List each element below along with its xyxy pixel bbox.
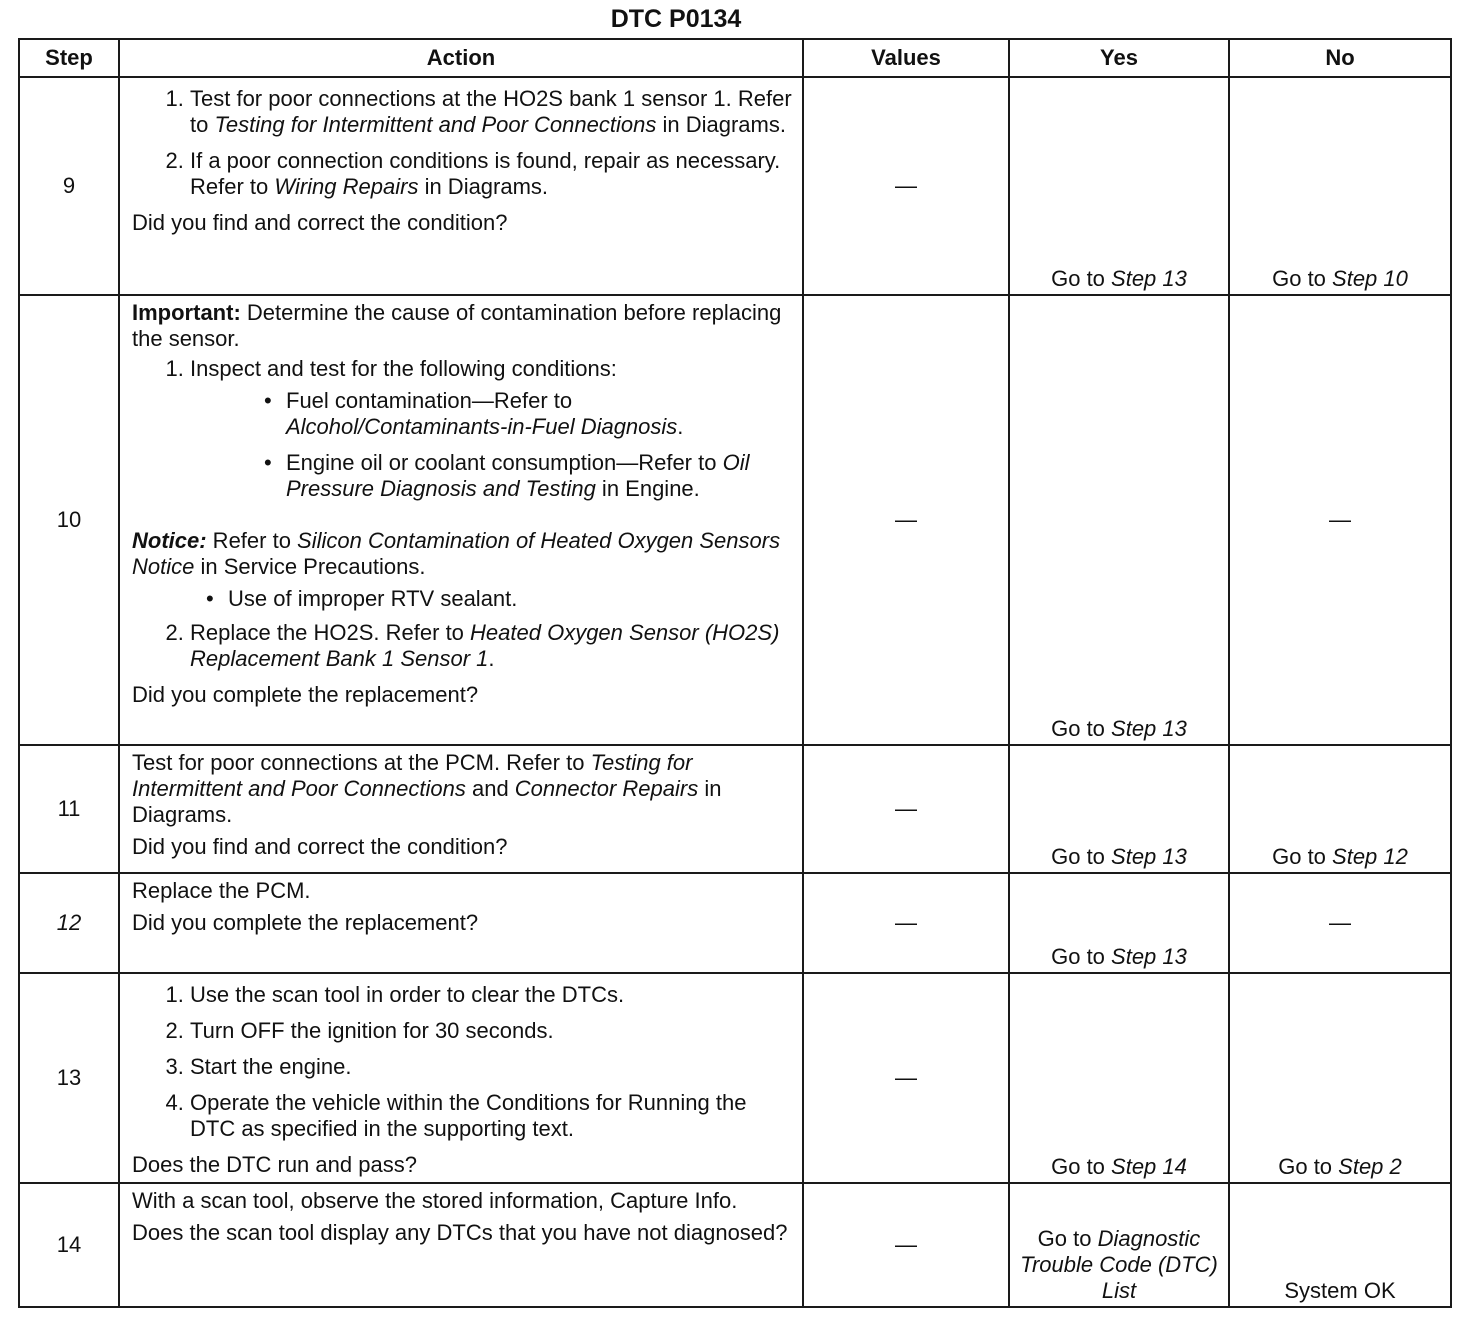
question: Did you complete the replacement? bbox=[132, 682, 479, 707]
action-item: 1. Use the scan tool in order to clear the DTCs. bbox=[190, 982, 792, 1008]
step-link: Step 14 bbox=[1111, 1154, 1187, 1179]
dash: — bbox=[895, 910, 917, 935]
step-number: 13 bbox=[19, 973, 119, 1183]
values-cell bbox=[803, 1183, 1009, 1307]
no-cell bbox=[1229, 873, 1451, 973]
step-number: 9 bbox=[19, 77, 119, 295]
dash: — bbox=[895, 796, 917, 821]
question: Did you find and correct the condition? bbox=[132, 834, 508, 859]
step-link: Step 13 bbox=[1111, 844, 1187, 869]
action-text: Test for poor connections at the PCM. Refer to Testing for Intermittent and Poor Connections and Connector Repairs in Diagrams. bbox=[132, 750, 722, 827]
question: Did you complete the replacement? bbox=[132, 910, 479, 935]
step-number: 10 bbox=[19, 295, 119, 745]
action-item: 1. Inspect and test for the following conditions: • Fuel contamination—Refer to Alcohol/Contaminants-in-Fuel Diagnosis. • Engine oil or coolant consumption—Refer to Oil Pressure Diagnosis and Testing in Engine. bbox=[190, 356, 792, 502]
step-link: Step 13 bbox=[1111, 716, 1187, 741]
step-link: Step 13 bbox=[1111, 266, 1187, 291]
dash: — bbox=[895, 1232, 917, 1257]
important-note: Important: Determine the cause of contamination before replacing the sensor. bbox=[132, 300, 782, 351]
diagnostic-table bbox=[18, 38, 1452, 1308]
values-cell bbox=[803, 77, 1009, 295]
action-text: With a scan tool, observe the stored information, Capture Info. bbox=[132, 1188, 738, 1213]
values-cell bbox=[803, 873, 1009, 973]
question: Did you find and correct the condition? bbox=[132, 210, 508, 235]
action-item: 2. Replace the HO2S. Refer to Heated Oxygen Sensor (HO2S) Replacement Bank 1 Sensor 1. bbox=[190, 620, 792, 672]
no-cell: Go to Step 2 bbox=[1229, 973, 1451, 1183]
dash: — bbox=[895, 1065, 917, 1090]
action-cell bbox=[119, 295, 803, 745]
action-cell bbox=[119, 873, 803, 973]
dash: — bbox=[1329, 910, 1351, 935]
step-link: Step 10 bbox=[1332, 266, 1408, 291]
table-row bbox=[19, 295, 1451, 745]
step-link: Step 12 bbox=[1332, 844, 1408, 869]
bullet-item: • Engine oil or coolant consumption—Refer to Oil Pressure Diagnosis and Testing in Engine. bbox=[286, 450, 792, 502]
bullet-item: • Use of improper RTV sealant. bbox=[228, 586, 792, 612]
bullet-item: • Fuel contamination—Refer to Alcohol/Contaminants-in-Fuel Diagnosis. bbox=[286, 388, 792, 440]
header-step: Step bbox=[19, 39, 119, 77]
yes-cell: Go to Step 13 bbox=[1009, 873, 1229, 973]
yes-cell: Go to Step 13 bbox=[1009, 295, 1229, 745]
header-no: No bbox=[1229, 39, 1451, 77]
action-item: 1. Test for poor connections at the HO2S bank 1 sensor 1. Refer to Testing for Intermittent and Poor Connections in Diagrams. bbox=[190, 86, 792, 138]
page-title: DTC P0134 bbox=[610, 5, 742, 33]
action-cell bbox=[119, 77, 803, 295]
action-cell bbox=[119, 973, 803, 1183]
action-text: Replace the PCM. bbox=[132, 878, 311, 903]
no-cell bbox=[1229, 295, 1451, 745]
values-cell bbox=[803, 745, 1009, 873]
action-cell bbox=[119, 745, 803, 873]
table-row bbox=[19, 873, 1451, 973]
values-cell bbox=[803, 973, 1009, 1183]
values-cell bbox=[803, 295, 1009, 745]
dtc-list-link: Diagnostic Trouble Code (DTC) List bbox=[1020, 1226, 1218, 1303]
step-number: 14 bbox=[19, 1183, 119, 1307]
dash: — bbox=[895, 173, 917, 198]
header-yes: Yes bbox=[1009, 39, 1229, 77]
action-cell bbox=[119, 1183, 803, 1307]
question: Does the DTC run and pass? bbox=[132, 1152, 417, 1177]
yes-cell: Go to Diagnostic Trouble Code (DTC) List bbox=[1009, 1183, 1229, 1307]
no-cell: Go to Step 10 bbox=[1229, 77, 1451, 295]
header-row bbox=[19, 39, 1451, 77]
table-row bbox=[19, 1183, 1451, 1307]
yes-cell: Go to Step 13 bbox=[1009, 745, 1229, 873]
dash: — bbox=[895, 507, 917, 532]
action-item: 2. If a poor connection conditions is found, repair as necessary. Refer to Wiring Repairs in Diagrams. bbox=[190, 148, 792, 200]
step-link: Step 2 bbox=[1338, 1154, 1402, 1179]
no-cell: System OK bbox=[1229, 1183, 1451, 1307]
yes-cell: Go to Step 13 bbox=[1009, 77, 1229, 295]
action-item: 4. Operate the vehicle within the Conditions for Running the DTC as specified in the supporting text. bbox=[190, 1090, 792, 1142]
header-values: Values bbox=[803, 39, 1009, 77]
question: Does the scan tool display any DTCs that you have not diagnosed? bbox=[132, 1220, 788, 1245]
no-cell: Go to Step 12 bbox=[1229, 745, 1451, 873]
table-row bbox=[19, 745, 1451, 873]
header-action: Action bbox=[119, 39, 803, 77]
action-item: 2. Turn OFF the ignition for 30 seconds. bbox=[190, 1018, 792, 1044]
table-row bbox=[19, 77, 1451, 295]
notice-note: Notice: Refer to Silicon Contamination of Heated Oxygen Sensors Notice in Service Precautions. bbox=[132, 528, 781, 579]
step-link: Step 13 bbox=[1111, 944, 1187, 969]
dash: — bbox=[1329, 507, 1351, 532]
table-row bbox=[19, 973, 1451, 1183]
step-number: 11 bbox=[19, 745, 119, 873]
step-number: 12 bbox=[19, 873, 119, 973]
action-item: 3. Start the engine. bbox=[190, 1054, 792, 1080]
yes-cell: Go to Step 14 bbox=[1009, 973, 1229, 1183]
